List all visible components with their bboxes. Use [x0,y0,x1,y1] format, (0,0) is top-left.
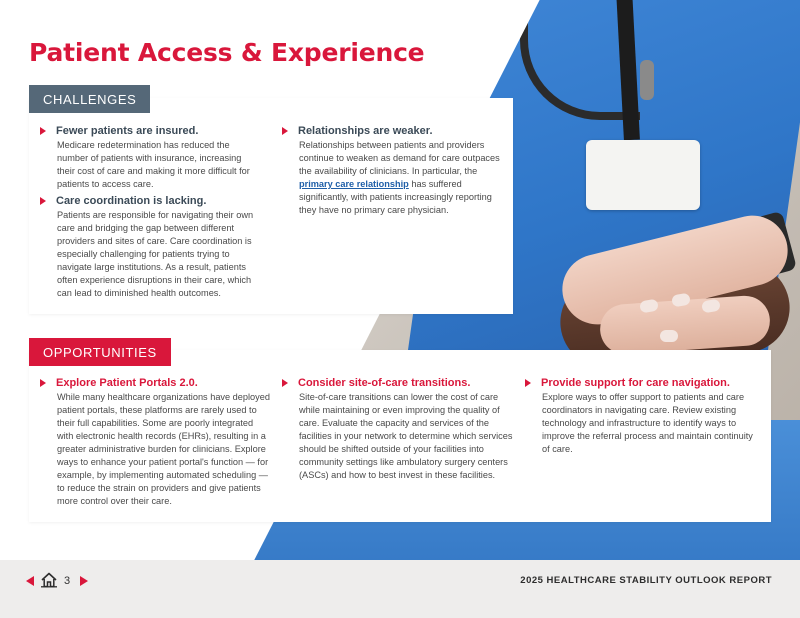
challenge-item-insured [57,125,257,191]
challenge-body: Medicare redetermination has reduced the number of patients with insurance, increasing their cost of care and making it more difficult for patients to access care. [57,140,250,189]
id-badge [586,140,700,210]
body-text-before: Relationships between patients and providers continue to weaken as demand for care outpaces the availability of clinicians. In particular, the [299,140,500,176]
opportunity-item-navigation [542,377,760,456]
bullet-arrow-icon [282,127,288,135]
opportunities-tab: OPPORTUNITIES [29,338,171,366]
bullet-arrow-icon [282,379,288,387]
challenge-heading: Fewer patients are insured. [56,125,199,137]
opportunity-body: Site-of-care transitions can lower the cost of care while maintaining or even improving the quality of care. Evaluate the capacity and services of the facilities in your network to determine which services should be shifted outside of your facilities into community settings like ambulatory surgery centers (ASCs) and how to best invest in these facilities. [299,392,513,480]
challenge-heading: Care coordination is lacking. [56,195,207,207]
challenge-body: Patients are responsible for navigating their own care and bridging the gap between different providers and sites of care. Care coordination is especially challenging for patients trying to navigate large institutions. As a result, patients often experience disruptions in their care, which can lead to diminished health outcomes. [57,210,254,298]
opportunity-item-site-of-care [299,377,513,482]
report-title: 2025 HEALTHCARE STABILITY OUTLOOK REPORT [520,575,772,586]
bullet-arrow-icon [525,379,531,387]
opportunity-body: While many healthcare organizations have deployed patient portals, these platforms are rarely used to their full capabilities. Some are poorly integrated with electronic health records (EHRs), resulting in a greater administrative burden for clinicians. Explore ways to enhance your patient portal's function — for example, by implementing automated scheduling — to reduce the strain on providers and give patients more control over their care. [57,392,270,506]
challenge-body [299,139,501,217]
opportunity-heading: Explore Patient Portals 2.0. [56,377,198,389]
next-arrow-icon[interactable] [80,576,88,586]
opportunity-heading: Consider site-of-care transitions. [298,377,471,389]
bullet-arrow-icon [40,379,46,387]
footer [0,560,800,618]
home-icon[interactable] [40,571,58,589]
page-number: 3 [64,575,71,587]
prev-arrow-icon[interactable] [26,576,34,586]
challenges-tab: CHALLENGES [29,85,150,113]
page-title: Patient Access & Experience [29,38,425,67]
bullet-arrow-icon [40,127,46,135]
challenge-item-coordination [57,195,257,300]
opportunity-item-portals [57,377,271,508]
challenge-item-relationships [299,125,501,217]
primary-care-relationship-link[interactable]: primary care relationship [299,179,409,189]
challenge-heading: Relationships are weaker. [298,125,433,137]
body-text-after: has suffered significantly, with patients increasingly reporting they have no primary care physician. [299,179,492,215]
opportunity-heading: Provide support for care navigation. [541,377,730,389]
opportunity-body: Explore ways to offer support to patients and care coordinators in navigating care. Review existing technology and infrastructure to identify ways to improve the referral process and maintain continuity of care. [542,392,753,454]
bullet-arrow-icon [40,197,46,205]
